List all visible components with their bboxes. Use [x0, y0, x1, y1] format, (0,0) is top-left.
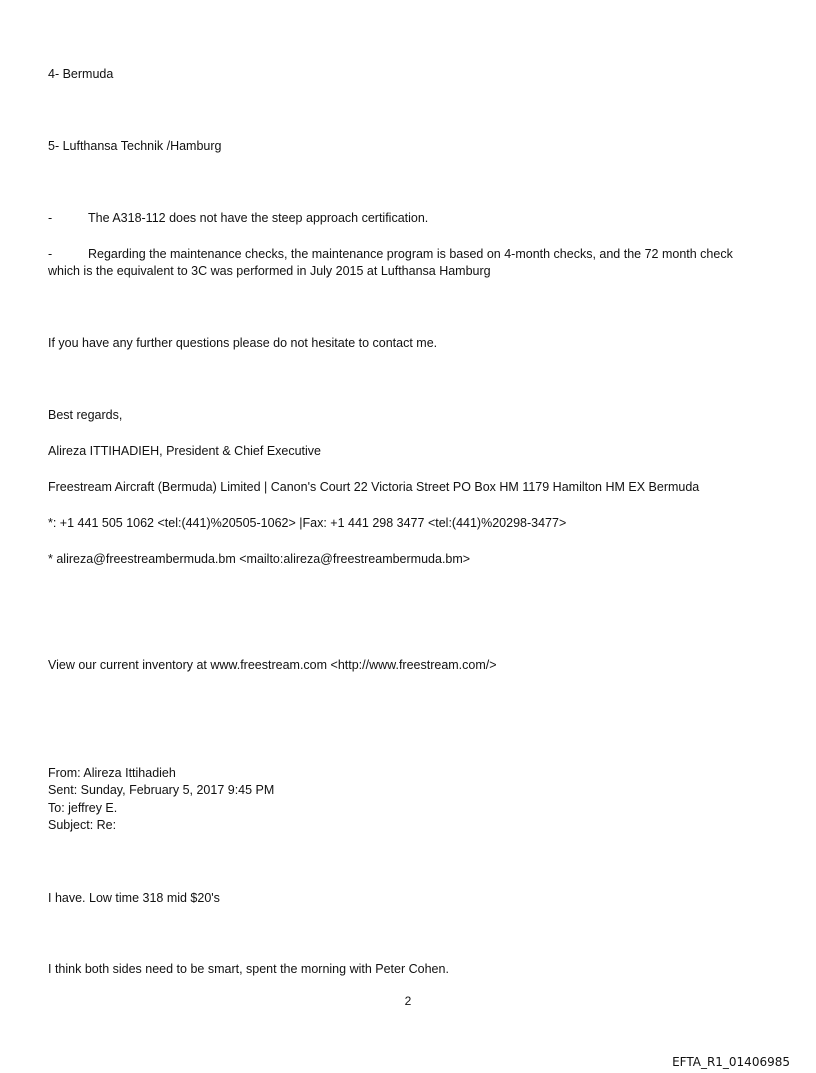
page-number: 2: [404, 994, 412, 1008]
closing-regards: Best regards,: [48, 408, 123, 422]
signature-inventory-link: View our current inventory at www.freestream.com <http://www.freestream.com/>: [48, 658, 497, 672]
signature-phone-fax: *: +1 441 505 1062 <tel:(441)%20505-1062> |Fax: +1 441 298 3477 <tel:(441)%20298-3477>: [48, 516, 567, 530]
bullet-text: Regarding the maintenance checks, the maintenance program is based on 4-month checks, and the 72 month check which is the equivalent to 3C was performed in July 2015 at Lufthansa Hamburg: [48, 247, 733, 278]
header-from: From: Alireza Ittihadieh: [48, 766, 176, 780]
header-subject: Subject: Re:: [48, 818, 117, 832]
message-line-2: I think both sides need to be smart, spent the morning with Peter Cohen.: [48, 962, 449, 976]
bullet-steep-approach: [48, 210, 428, 227]
header-to: To: jeffrey E.: [48, 801, 118, 815]
questions-line: If you have any further questions please do not hesitate to contact me.: [48, 336, 438, 350]
document-id: EFTA_R1_01406985: [672, 1055, 790, 1069]
bullet-dash: -: [48, 211, 53, 225]
list-item-4: 4- Bermuda: [48, 67, 114, 81]
header-sent: Sent: Sunday, February 5, 2017 9:45 PM: [48, 783, 275, 797]
signature-name-title: Alireza ITTIHADIEH, President & Chief Executive: [48, 444, 322, 458]
message-line-1: I have. Low time 318 mid $20's: [48, 891, 220, 905]
bullet-text: The A318-112 does not have the steep approach certification.: [88, 211, 429, 225]
bullet-dash: -: [48, 247, 53, 261]
signature-email: * alireza@freestreambermuda.bm <mailto:alireza@freestreambermuda.bm>: [48, 552, 471, 566]
signature-company-address: Freestream Aircraft (Bermuda) Limited | Canon's Court 22 Victoria Street PO Box HM 1179 Hamilton HM EX Bermuda: [48, 480, 700, 494]
bullet-maintenance: [48, 246, 768, 280]
list-item-5: 5- Lufthansa Technik /Hamburg: [48, 139, 222, 153]
